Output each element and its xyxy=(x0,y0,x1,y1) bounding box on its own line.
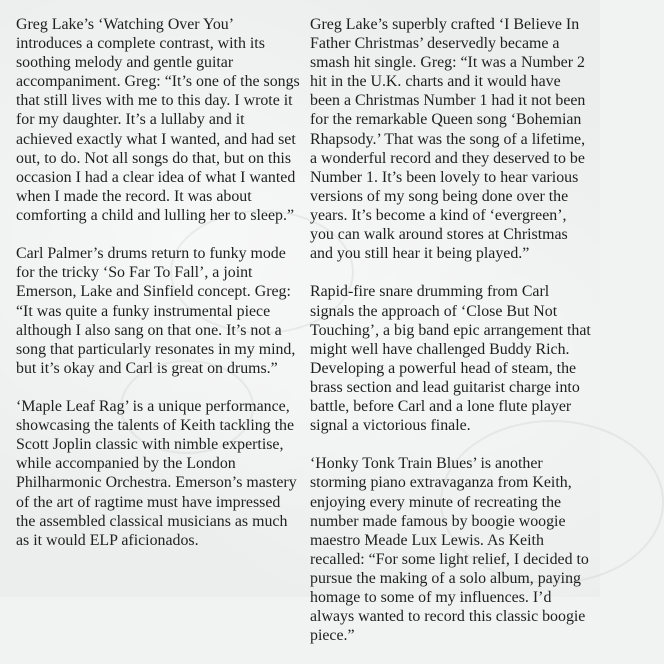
paragraph-close-but-not-touching: Rapid-fire snare drumming from Carl signals the approach of ‘Close But Not Touching’, a big band epic arrangement that might well have challenged Buddy Rich. Developing a powerful head of steam, the brass section and lead guitarist charge into battle, before Carl and a lone flute player signal a victorious finale. xyxy=(310,283,591,435)
paragraph-maple-leaf-rag: ‘Maple Leaf Rag’ is a unique performance, showcasing the talents of Keith tackling the Scott Joplin classic with nimble expertise, while accompanied by the London Philharmonic Orchestra. Emerson’s mastery of the art of ragtime must have impressed the assembled classical musicians as much as it would ELP aficionados. xyxy=(16,398,297,549)
paragraph-father-christmas: Greg Lake’s superbly crafted ‘I Believe In Father Christmas’ deservedly became a smash hit single. Greg: “It was a Number 2 hit in the U.K. charts and it would have been a Christmas Number 1 had it not been for the remarkable Queen song ‘Bohemian Rhapsody.’ That was the song of a lifetime, a wonderful record and they deserved to be Number 1. It’s been lovely to hear various versions of my song being done over the years. It’s become a kind of ‘evergreen’, you can walk around stores at Christmas and you still hear it being played.” xyxy=(310,16,586,263)
right-column xyxy=(310,15,592,664)
paragraph-watching-over-you: Greg Lake’s ‘Watching Over You’ introduces a complete contrast, with its soothing melody and gentle guitar accompaniment. Greg: “It’s one of the songs that still lives with me to this day. I wrote it for my daughter. It’s a lullaby and it achieved exactly what I wanted, and had set out, to do. Not all songs do that, but on this occasion I had a clear idea of what I wanted when I made the record. It was about comforting a child and lulling her to sleep.” xyxy=(16,16,300,224)
paragraph-honky-tonk-train-blues: ‘Honky Tonk Train Blues’ is another storming piano extravaganza from Keith, enjoying every minute of recreating the number made famous by boogie woogie maestro Meade Lux Lewis. As Keith recalled: “For some light relief, I decided to pursue the making of a solo album, paying homage to some of my influences. I’d always wanted to record this classic boogie piece.” xyxy=(310,455,589,645)
paragraph-so-far-to-fall: Carl Palmer’s drums return to funky mode for the tricky ‘So Far To Fall’, a joint Emerson, Lake and Sinfield concept. Greg: “It was quite a funky instrumental piece although I also sang on that one. It’s not a song that particularly resonates in my mind, but it’s okay and Carl is great on drums.” xyxy=(16,245,296,377)
left-column xyxy=(16,15,300,569)
